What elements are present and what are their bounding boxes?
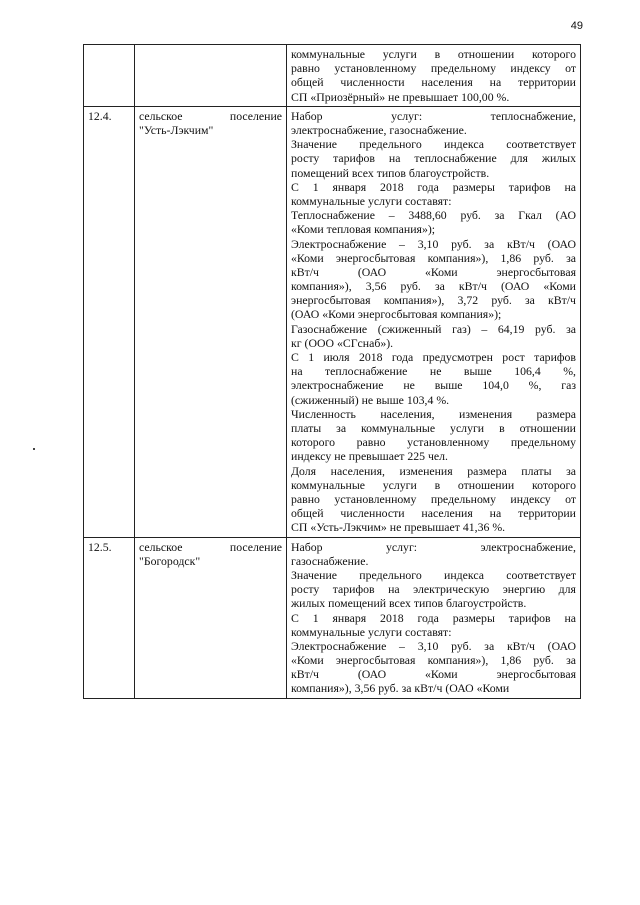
- settlement-name: [135, 45, 287, 107]
- tariff-description: [287, 45, 581, 107]
- row-number: 12.4.: [84, 106, 135, 537]
- description-line: на теплоснабжение не выше 106,4 %,: [291, 364, 576, 379]
- description-line: С 1 января 2018 года размеры тарифов на: [291, 610, 576, 625]
- description-line: коммунальные услуги составят:: [291, 193, 452, 208]
- description-line: помещений всех типов благоустройств.: [291, 165, 490, 180]
- description-line: Набор услуг: электроснабжение,: [291, 539, 576, 554]
- description-line: Значение предельного индекса соответствует: [291, 567, 576, 582]
- description-line: Теплоснабжение – 3488,60 руб. за Гкал (АО: [291, 208, 576, 223]
- description-line: энергосбытовая компания»), 3,72 руб. за кВт/ч: [291, 293, 576, 308]
- description-line: равно установленному предельному индексу от: [291, 61, 576, 76]
- description-line: платы за коммунальные услуги в отношении: [291, 421, 576, 435]
- description-line: коммунальные услуги в отношении которого: [291, 47, 576, 61]
- settlement-line: сельское поселение: [139, 108, 282, 123]
- description-line: С 1 июля 2018 года предусмотрен рост тарифов: [291, 350, 576, 365]
- description-line: С 1 января 2018 года размеры тарифов на: [291, 179, 576, 194]
- description-line: «Коми тепловая компания»);: [291, 222, 436, 237]
- description-line: газоснабжение.: [291, 553, 369, 568]
- settlement-line: "Богородск": [139, 553, 201, 568]
- description-line: компания»), 3,56 руб. за кВт/ч (ОАО «Коми: [291, 279, 576, 294]
- description-line: общей численности населения на территории: [291, 75, 576, 90]
- description-line: СП «Приозёрный» не превышает 100,00 %.: [291, 89, 510, 104]
- description-line: кг (ООО «СГснаб»).: [291, 335, 394, 350]
- description-line: жилых помещений всех типов благоустройств.: [291, 596, 527, 611]
- table-row: [84, 537, 581, 698]
- settlement-line: сельское поселение: [139, 539, 282, 554]
- scan-speck: [33, 448, 35, 450]
- description-line: индексу не превышает 225 чел.: [291, 449, 448, 464]
- settlement-name: [135, 537, 287, 698]
- description-line: «Коми энергосбытовая компания»), 1,86 руб. за: [291, 250, 576, 265]
- description-line: Электроснабжение – 3,10 руб. за кВт/ч (ОАО: [291, 236, 576, 251]
- tariff-description: [287, 106, 581, 537]
- description-line: Численность населения, изменения размера: [291, 406, 576, 421]
- description-line: кВт/ч (ОАО «Коми энергосбытовая: [291, 667, 576, 682]
- description-line: коммунальные услуги в отношении которого: [291, 477, 576, 492]
- settlement-line: "Усть-Лэкчим": [139, 122, 214, 137]
- description-line: общей численности населения на территории: [291, 506, 576, 521]
- description-line: Значение предельного индекса соответствует: [291, 137, 576, 152]
- description-line: Электроснабжение – 3,10 руб. за кВт/ч (ОАО: [291, 638, 576, 653]
- table-body: [84, 45, 581, 699]
- description-line: кВт/ч (ОАО «Коми энергосбытовая: [291, 264, 576, 279]
- table-row: [84, 45, 581, 107]
- settlement-name: [135, 106, 287, 537]
- description-line: равно установленному предельному индексу от: [291, 491, 576, 506]
- description-line: (ОАО «Коми энергосбытовая компания»);: [291, 307, 502, 322]
- description-line: Газоснабжение (сжиженный газ) – 64,19 руб. за: [291, 321, 576, 336]
- row-number: [84, 45, 135, 107]
- description-line: электроснабжение не выше 104,0 %, газ: [291, 378, 576, 393]
- tariff-table: [83, 44, 581, 699]
- description-line: электроснабжение, газоснабжение.: [291, 122, 467, 137]
- description-line: (сжиженный) не выше 103,4 %.: [291, 392, 450, 407]
- tariff-description: [287, 537, 581, 698]
- description-line: росту тарифов на теплоснабжение для жилых: [291, 151, 576, 166]
- description-line: росту тарифов на электрическую энергию для: [291, 582, 576, 597]
- page-number: 49: [570, 20, 583, 32]
- description-line: которого равно установленному предельному: [291, 435, 576, 450]
- row-number: 12.5.: [84, 537, 135, 698]
- table-row: [84, 106, 581, 537]
- description-line: Доля населения, изменения размера платы за: [291, 463, 576, 478]
- description-line: коммунальные услуги составят:: [291, 624, 452, 639]
- description-line: Набор услуг: теплоснабжение,: [291, 108, 576, 123]
- description-line: СП «Усть-Лэкчим» не превышает 41,36 %.: [291, 520, 506, 535]
- description-line: «Коми энергосбытовая компания»), 1,86 руб. за: [291, 653, 576, 668]
- description-line: компания»), 3,56 руб. за кВт/ч (ОАО «Коми: [291, 681, 510, 696]
